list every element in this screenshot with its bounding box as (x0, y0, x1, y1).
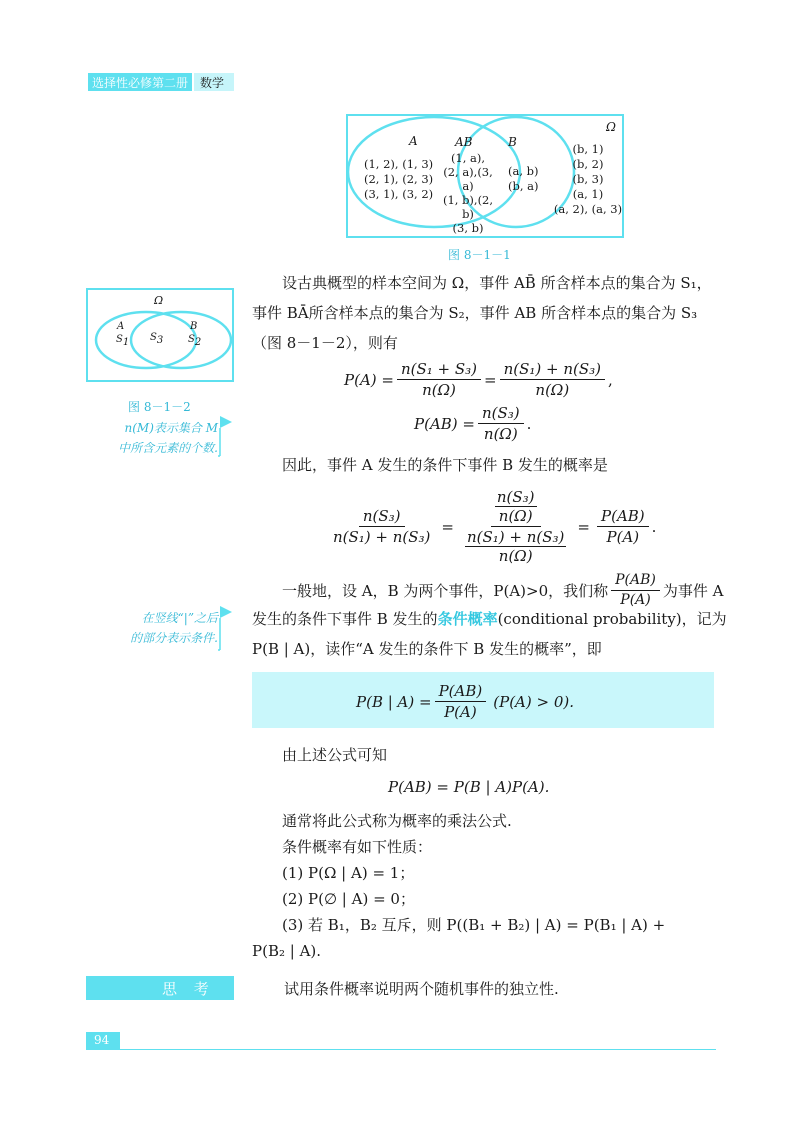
fig2-caption: 图 8－1－2 (128, 400, 191, 414)
footer-rule (120, 1049, 716, 1050)
equation-1: P(A) = $\frac{\text{n(S₁ + S₃)}}{n(\Omega)}$ = $\frac{\text{n(S₁) + n(S₃)}}{n(\Omega)}$ , (344, 360, 613, 399)
fig1-caption: 图 8－1－1 (448, 248, 511, 262)
side-note-2-bracket (218, 604, 234, 652)
page-number: 94 (94, 1033, 110, 1047)
side-note-2: 在竖线“|”之后 的部分表示条件. (130, 611, 218, 645)
paragraph-3: 一般地，设 A，B 为两个事件，P(A)>0，我们称 $\frac{P(AB)}{P(A)}$ 为事件 A (282, 572, 724, 608)
property-1: (1) P(Ω | A) = 1； (282, 864, 415, 882)
equation-3: $\frac{\text{n(S₃)}}{\text{n(S₁) + n(S₃)}}$ = n(S₃) n(Ω) n(S₁) + n(S₃) n(Ω) = $\frac{P(AB)}{P(A)}$ . (333, 488, 657, 565)
fig1-label-b: B (508, 135, 517, 149)
paragraph-4: 发生的条件下事件 B 发生的条件概率(conditional probability)，记为 (252, 610, 727, 628)
property-3-line-1: (3) 若 B₁，B₂ 互斥，则 P((B₁ + B₂) | A) = P(B₁ | A) + (282, 916, 666, 934)
property-2: (2) P(∅ | A) = 0； (282, 890, 415, 908)
equation-2: P(AB) = $\frac{\text{n(S₃)}}{n(\Omega)}$ . (414, 404, 532, 443)
equation-4: P(AB) = P(B | A)P(A). (388, 778, 550, 796)
fig1-a-only: (1, 2), (1, 3) (2, 1), (2, 3) (3, 1), (3, 2) (364, 157, 434, 201)
term-conditional-probability: 条件概率 (437, 610, 498, 628)
paragraph-8: 条件概率有如下性质： (282, 838, 433, 856)
paragraph-5: P(B | A)，读作“A 发生的条件下 B 发生的概率”，即 (252, 640, 602, 658)
paragraph-7: 通常将此公式称为概率的乘法公式. (282, 812, 512, 830)
paragraph-6: 由上述公式可知 (282, 746, 388, 764)
think-label: 思 考 (162, 980, 215, 998)
property-3-line-2: P(B₂ | A). (252, 942, 322, 960)
fig1-omega: Ω (606, 120, 616, 134)
fig1-ab: (1, a), (2, a),(3, a) (1, b),(2, b) (3, b) (442, 151, 494, 235)
fig2-s3: $S_3$ (150, 332, 164, 346)
think-text: 试用条件概率说明两个随机事件的独立性. (284, 980, 559, 998)
header-series-text: 选择性必修第二册 (92, 76, 189, 90)
paragraph-1: 设古典概型的样本空间为 Ω，事件 AB̄ 所含样本点的集合为 S₁， 事件 BĀ所含样本点的集合为 S₂，事件 AB 所含样本点的集合为 S₃ （图 8－1－2），则有 (252, 274, 712, 352)
fig1-label-ab: AB (455, 135, 473, 149)
side-note-1-bracket (218, 414, 234, 458)
fig2-s1: $S_1$ (116, 334, 130, 348)
formula-conditional-probability: P(B | A) = $\frac{P(AB)}{P(A)}$ (P(A) > 0). (356, 682, 574, 721)
paragraph-2: 因此，事件 A 发生的条件下事件 B 发生的概率是 (282, 456, 608, 474)
fig2-label-a: A (117, 321, 125, 332)
side-note-1: n(M)表示集合 M 中所含元素的个数. (118, 421, 218, 455)
fig1-b-only: (a, b) (b, a) (508, 164, 539, 193)
header-subject: 数学 (200, 76, 225, 90)
fig1-outside: (b, 1) (b, 2) (b, 3) (a, 1) (a, 2), (a, 3) (553, 142, 623, 216)
fig2-omega: Ω (154, 294, 164, 307)
fig2-label-b: B (190, 321, 198, 332)
fig1-label-a: A (409, 134, 418, 148)
fig2-s2: $S_2$ (188, 334, 202, 348)
